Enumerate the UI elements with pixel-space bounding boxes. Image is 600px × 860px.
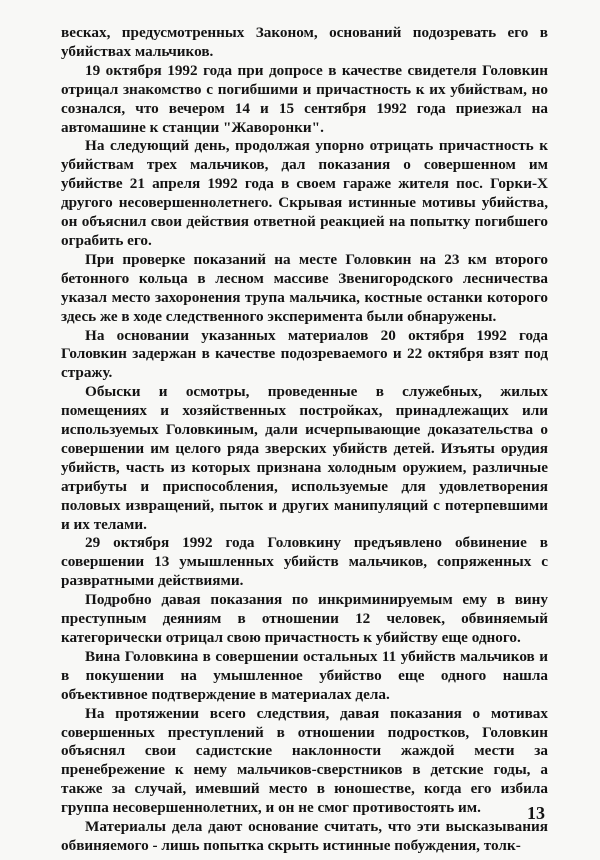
paragraph-2: 19 октября 1992 года при допросе в качестве свидетеля Головкин отрицал знакомство с погибшими и причастность к их убийствам, но сознался, что вечером 14 и 15 сентября 1992 года приезжал на автомашине к станции "Жаворонки". bbox=[61, 61, 548, 136]
paragraph-1: весках, предусмотренных Законом, оснований подозревать его в убийствах мальчиков. bbox=[61, 24, 548, 60]
page-number: 13 bbox=[527, 803, 545, 823]
paragraph-3: На следующий день, продолжая упорно отрицать причастность к убийствам трех мальчиков, дал показания о совершенном им убийстве 21 апреля 1992 года в своем гараже жителя пос. Горки-Х другого несовершеннолетнего. Скрывая истинные мотивы убийства, он объяснил свои действия ответной реакцией на попытку погибшего ограбить его. bbox=[61, 137, 548, 249]
body-text bbox=[61, 24, 548, 856]
paragraph-8: Подробно давая показания по инкриминируемым ему в вину преступным деяниям в отношении 12 человек, обвиняемый категорически отрицал свою причастность к убийству еще одного. bbox=[61, 591, 548, 646]
paragraph-11: Материалы дела дают основание считать, что эти высказывания обвиняемого - лишь попытка скрыть истинные побуждения, толк- bbox=[61, 818, 548, 854]
paragraph-9: Вина Головкина в совершении остальных 11 убийств мальчиков и в покушении на умышленное убийство еще одного нашла объективное подтверждение в материалах дела. bbox=[61, 647, 548, 703]
paragraph-4: При проверке показаний на месте Головкин на 23 км второго бетонного кольца в лесном массиве Звенигородского лесничества указал место захоронения трупа мальчика, костные останки которого здесь же в ходе следственного эксперимента были обнаружены. bbox=[61, 250, 548, 325]
paragraph-6: Обыски и осмотры, проведенные в служебных, жилых помещениях и хозяйственных постройках, принадлежащих или используемых Головкиным, дали исчерпывающие доказательства о совершении им целого ряда зверских убийств детей. Изъяты орудия убийств, часть из которых признана холодным оружием, различные атрибуты и приспособления, используемые для удовлетворения половых извращений, пыток и других манипуляций с потерпевшими и их телами. bbox=[61, 383, 548, 533]
paragraph-10: На протяжении всего следствия, давая показания о мотивах совершенных преступлений в отношении подростков, Головкин объяснял свои садистские наклонности жаждой мести за пренебрежение к нему мальчиков-сверстников в детские годы, а также за случай, имевший место в юношестве, когда его избила группа несовершеннолетних, и он не смог противостоять им. bbox=[61, 704, 548, 817]
paragraph-5: На основании указанных материалов 20 октября 1992 года Головкин задержан в качестве подозреваемого и 22 октября взят под стражу. bbox=[61, 326, 548, 382]
paragraph-7: 29 октября 1992 года Головкину предъявлено обвинение в совершении 13 умышленных убийств мальчиков, сопряженных с развратными действиями. bbox=[61, 534, 548, 590]
